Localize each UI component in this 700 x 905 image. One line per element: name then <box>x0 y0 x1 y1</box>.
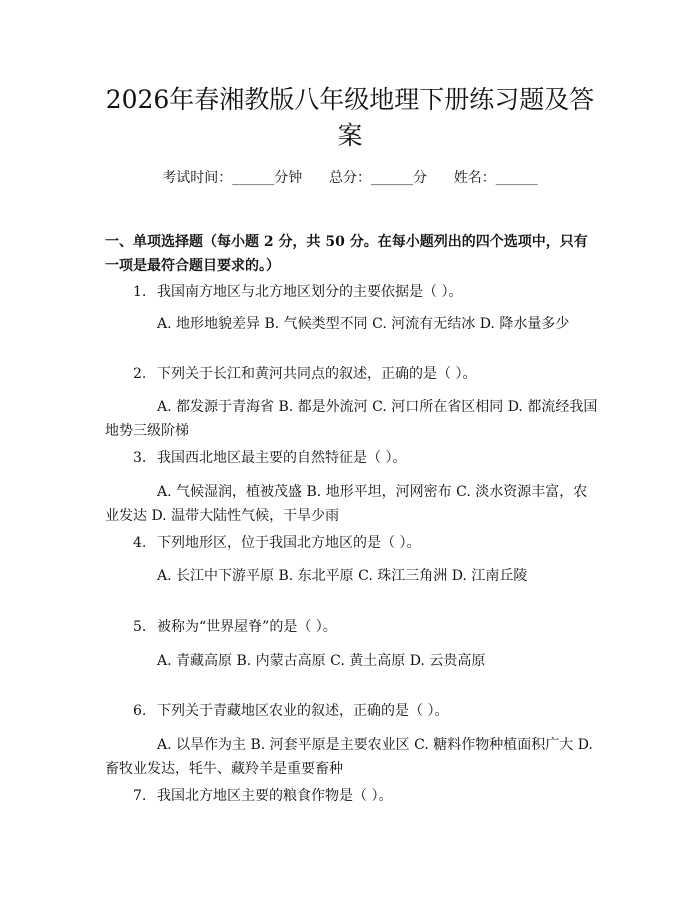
question-options <box>105 312 600 336</box>
option-b: B. 河套平原是主要农业区 <box>250 737 410 753</box>
question-options <box>105 480 600 528</box>
option-d: D. 江南丘陵 <box>451 568 528 584</box>
option-c: C. 糖料作物种植面积广大 <box>414 737 574 753</box>
question-options <box>105 395 600 443</box>
option-a: A. 以旱作为主 <box>157 737 247 753</box>
option-b: B. 都是外流河 <box>278 399 368 415</box>
page-title: 2026年春湘教版八年级地理下册练习题及答案 <box>105 85 595 150</box>
exam-info-line <box>0 166 700 190</box>
question-number: 1. <box>133 284 147 300</box>
question-options <box>105 649 600 673</box>
exam-time-label: 考试时间： <box>162 170 233 186</box>
option-d: D. 温带大陆性气候，干旱少雨 <box>151 508 340 524</box>
question-text: 下列地形区，位于我国北方地区的是（ ）。 <box>157 535 421 551</box>
total-score-blank: ______ <box>371 170 413 186</box>
question-number: 2. <box>133 366 147 382</box>
question-text: 被称为“世界屋脊”的是（ ）。 <box>157 619 337 635</box>
total-score-label: 总分： <box>329 170 371 186</box>
question-number: 6. <box>133 703 147 719</box>
question-number: 5. <box>133 619 147 635</box>
question-stem <box>133 446 603 470</box>
total-score-unit: 分 <box>413 170 427 186</box>
question-text: 下列关于青藏地区农业的叙述，正确的是（ ）。 <box>157 703 449 719</box>
question-options <box>105 733 600 781</box>
option-d: D. 都流经我国地势三级阶梯 <box>105 399 598 439</box>
option-b: B. 东北平原 <box>278 568 354 584</box>
question-text: 下列关于长江和黄河共同点的叙述，正确的是（ ）。 <box>157 366 477 382</box>
question-stem <box>133 362 603 386</box>
question-number: 3. <box>133 450 147 466</box>
exam-time-blank: ______ <box>232 170 275 186</box>
question-number: 7. <box>133 788 147 804</box>
question-number: 4. <box>133 535 147 551</box>
option-b: B. 地形平坦，河网密布 <box>306 484 452 500</box>
option-c: C. 珠江三角洲 <box>358 568 448 584</box>
student-name-label: 姓名： <box>453 170 496 186</box>
option-c: C. 淡水资源丰富，农业发达 <box>105 484 588 524</box>
option-c: C. 河流有无结冰 <box>372 316 476 332</box>
option-a: A. 地形地貌差异 <box>157 316 261 332</box>
option-b: B. 内蒙古高原 <box>236 653 326 669</box>
question-text: 我国西北地区最主要的自然特征是（ ）。 <box>157 450 407 466</box>
question-text: 我国南方地区与北方地区划分的主要依据是（ ）。 <box>157 284 463 300</box>
option-a: A. 长江中下游平原 <box>157 568 275 584</box>
option-a: A. 都发源于青海省 <box>157 399 275 415</box>
option-d: D. 云贵高原 <box>409 653 486 669</box>
question-text: 我国北方地区主要的粮食作物是（ ）。 <box>157 788 393 804</box>
option-c: C. 河口所在省区相同 <box>372 399 504 415</box>
option-a: A. 气候湿润，植被茂盛 <box>157 484 303 500</box>
question-stem <box>133 280 603 304</box>
student-name-blank: ______ <box>495 170 538 186</box>
section-heading: 一、单项选择题（每小题 2 分，共 50 分。在每小题列出的四个选项中，只有一项是最符合题目要求的。） <box>105 234 588 274</box>
question-stem <box>133 615 603 639</box>
question-options <box>105 564 600 588</box>
question-stem <box>133 699 603 723</box>
option-b: B. 气候类型不同 <box>264 316 368 332</box>
option-a: A. 青藏高原 <box>157 653 233 669</box>
exam-time-unit: 分钟 <box>274 170 303 186</box>
option-d: D. 畜牧业发达，牦牛、藏羚羊是重要畜种 <box>105 737 598 777</box>
question-stem <box>133 784 603 808</box>
question-stem <box>133 531 603 555</box>
option-d: D. 降水量多少 <box>479 316 570 332</box>
option-c: C. 黄土高原 <box>330 653 406 669</box>
